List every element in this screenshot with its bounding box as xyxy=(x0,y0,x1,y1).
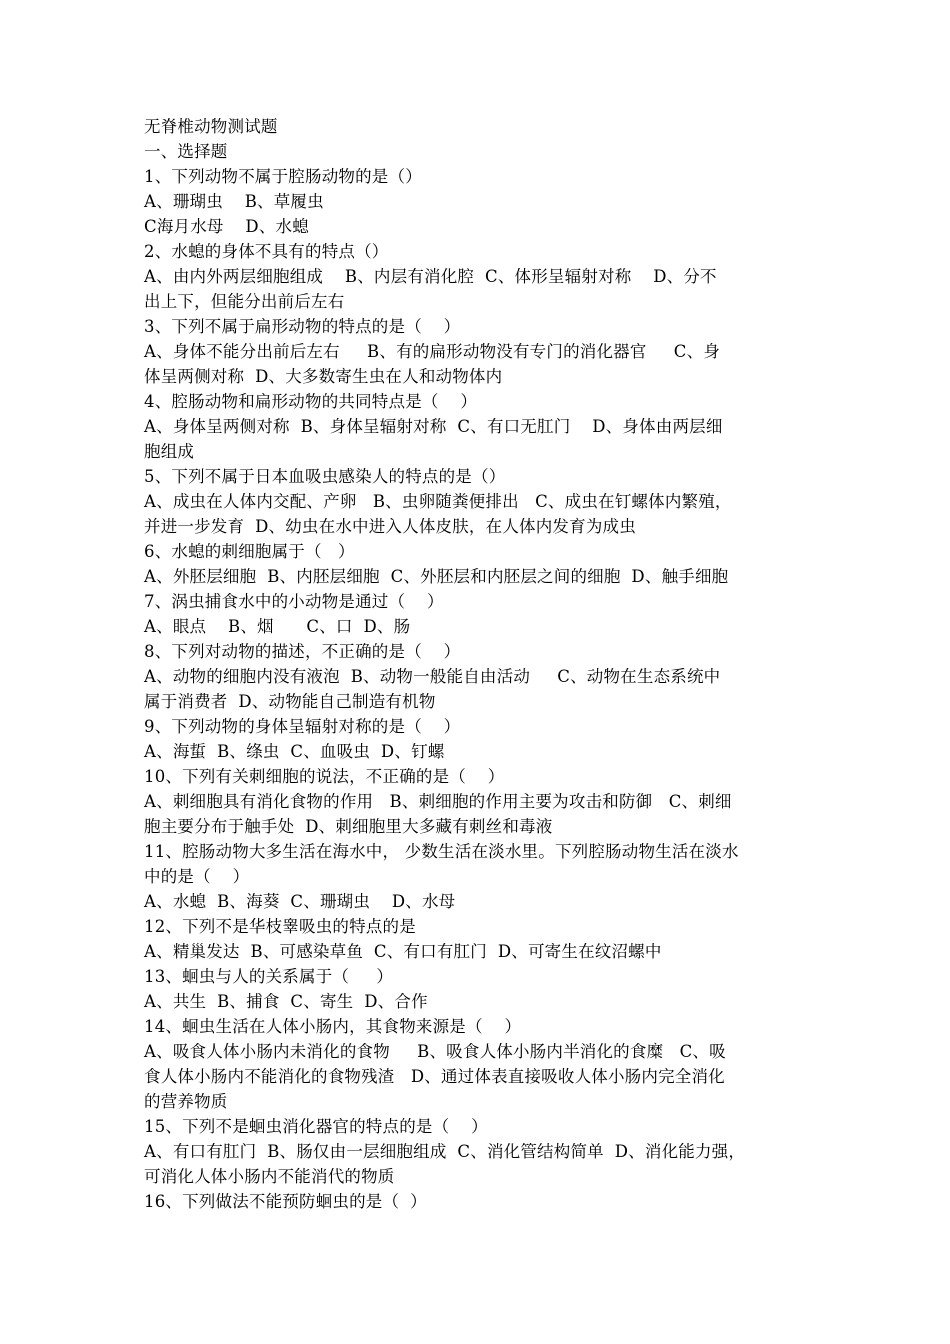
options-4a: A、身体呈两侧对称 B、身体呈辐射对称 C、有口无肛门 D、身体由两层细 xyxy=(144,417,723,436)
options-7: A、眼点 B、烟 C、口 D、肠 xyxy=(144,617,411,636)
options-13: A、共生 B、捕食 C、寄生 D、合作 xyxy=(144,992,428,1011)
options-4b: 胞组成 xyxy=(144,442,195,461)
options-15a: A、有口有肛门 B、肠仅由一层细胞组成 C、消化管结构简单 D、消化能力强， xyxy=(144,1142,746,1161)
options-5b: 并进一步发育 D、幼虫在水中进入人体皮肤，在人体内发育为成虫 xyxy=(144,517,636,536)
question-7: 7、涡虫捕食水中的小动物是通过（ ） xyxy=(144,592,444,611)
options-1a: A、珊瑚虫 B、草履虫 xyxy=(144,192,324,211)
question-4: 4、腔肠动物和扁形动物的共同特点是（ ） xyxy=(144,392,478,411)
options-15b: 可消化人体小肠内不能消代的物质 xyxy=(144,1167,395,1186)
question-11a: 11、腔肠动物大多生活在海水中， 少数生活在淡水里。下列腔肠动物生活在淡水 xyxy=(144,842,739,861)
options-2b: 出上下，但能分出前后左右 xyxy=(144,292,345,311)
section-heading: 一、选择题 xyxy=(144,142,228,161)
options-11: A、水螅 B、海葵 C、珊瑚虫 D、水母 xyxy=(144,892,456,911)
options-12: A、精巢发达 B、可感染草鱼 C、有口有肛门 D、可寄生在纹沼螺中 xyxy=(144,942,662,961)
options-14b: 食人体小肠内不能消化的食物残渣 D、通过体表直接吸收人体小肠内完全消化 xyxy=(144,1067,725,1086)
question-15: 15、下列不是蛔虫消化器官的特点的是（ ） xyxy=(144,1117,488,1136)
options-8a: A、动物的细胞内没有液泡 B、动物一般能自由活动 C、动物在生态系统中 xyxy=(144,667,721,686)
options-1b: C海月水母 D、水螅 xyxy=(144,217,309,236)
question-11b: 中的是（ ） xyxy=(144,867,250,886)
options-10a: A、刺细胞具有消化食物的作用 B、刺细胞的作用主要为攻击和防御 C、刺细 xyxy=(144,792,732,811)
options-5a: A、成虫在人体内交配、产卵 B、虫卵随粪便排出 C、成虫在钉螺体内繁殖， xyxy=(144,492,732,511)
options-10b: 胞主要分布于触手处 D、刺细胞里大多藏有刺丝和毒液 xyxy=(144,817,553,836)
question-10: 10、下列有关刺细胞的说法，不正确的是（ ） xyxy=(144,767,505,786)
options-3a: A、身体不能分出前后左右 B、有的扁形动物没有专门的消化器官 C、身 xyxy=(144,342,721,361)
question-1: 1、下列动物不属于腔肠动物的是（） xyxy=(144,167,422,186)
question-8: 8、下列对动物的描述，不正确的是（ ） xyxy=(144,642,461,661)
options-14a: A、吸食人体小肠内未消化的食物 B、吸食人体小肠内半消化的食糜 C、吸 xyxy=(144,1042,726,1061)
question-16: 16、下列做法不能预防蛔虫的是（ ） xyxy=(144,1192,427,1211)
question-14: 14、蛔虫生活在人体小肠内，其食物来源是（ ） xyxy=(144,1017,522,1036)
question-5: 5、下列不属于日本血吸虫感染人的特点的是（） xyxy=(144,467,506,486)
question-13: 13、蛔虫与人的关系属于（ ） xyxy=(144,967,394,986)
options-3b: 体呈两侧对称 D、大多数寄生虫在人和动物体内 xyxy=(144,367,503,386)
options-6: A、外胚层细胞 B、内胚层细胞 C、外胚层和内胚层之间的细胞 D、触手细胞 xyxy=(144,567,729,586)
options-9: A、海蜇 B、绦虫 C、血吸虫 D、钉螺 xyxy=(144,742,445,761)
question-3: 3、下列不属于扁形动物的特点的是（ ） xyxy=(144,317,461,336)
options-8b: 属于消费者 D、动物能自己制造有机物 xyxy=(144,692,436,711)
options-14c: 的营养物质 xyxy=(144,1092,228,1111)
question-6: 6、水螅的刺细胞属于（ ） xyxy=(144,542,355,561)
question-12: 12、下列不是华枝睾吸虫的特点的是 xyxy=(144,917,416,936)
options-2a: A、由内外两层细胞组成 B、内层有消化腔 C、体形呈辐射对称 D、分不 xyxy=(144,267,717,286)
document-body xyxy=(144,114,809,1214)
document-title: 无脊椎动物测试题 xyxy=(144,117,278,136)
question-9: 9、下列动物的身体呈辐射对称的是（ ） xyxy=(144,717,461,736)
question-2: 2、水螅的身体不具有的特点（） xyxy=(144,242,389,261)
